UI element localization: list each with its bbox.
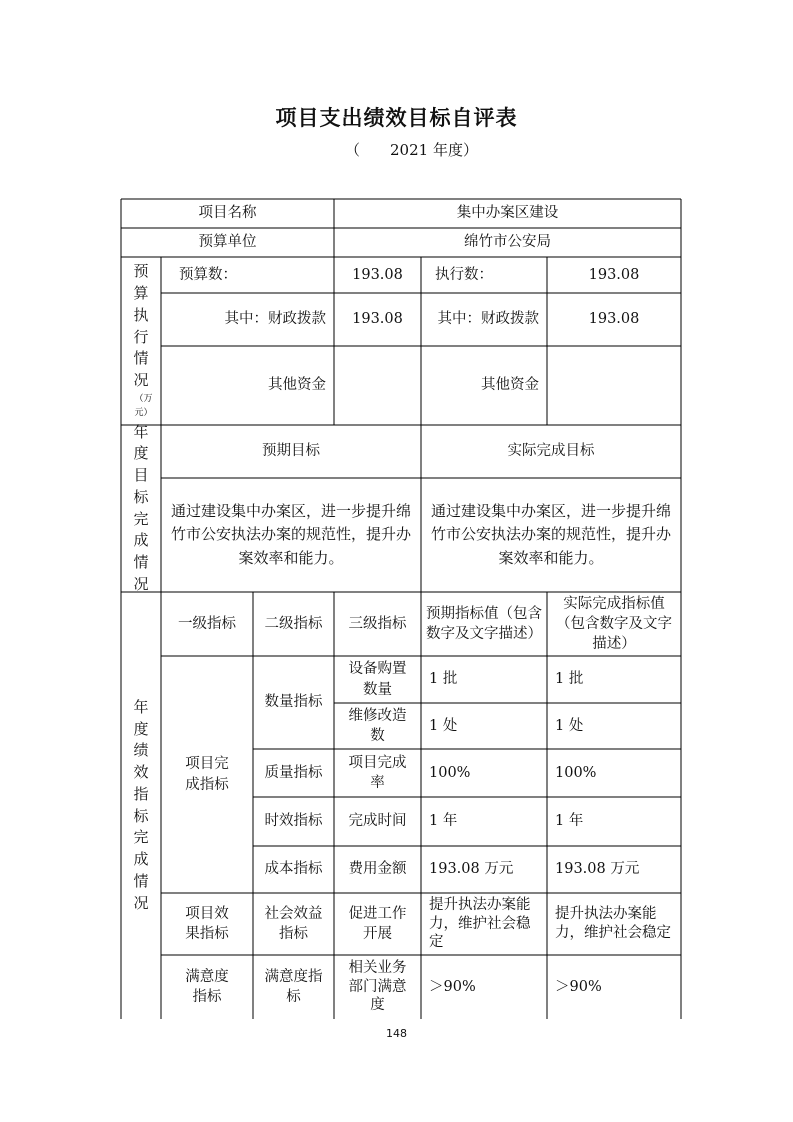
execution-amount-value: 193.08	[588, 266, 640, 283]
annual-goals-section-label	[121, 422, 161, 593]
level2-satisfaction: 满意度指标	[264, 968, 323, 1005]
expected-goal-header: 预期目标	[262, 443, 320, 460]
indicators-section-label	[121, 592, 161, 1019]
expected-completion-time: 1 年	[429, 813, 458, 830]
actual-department-satisfaction: ＞90%	[555, 978, 602, 995]
header-level3: 三级指标	[348, 615, 407, 632]
expected-equipment-purchase: 1 批	[429, 671, 458, 688]
expected-goal-text: 通过建设集中办案区，进一步提升绵竹市公安执法办案的规范性，提升办案效率和能力。	[170, 502, 411, 567]
level3-promote-work: 促进工作开展	[348, 905, 407, 942]
fiscal-allocation-value: 193.08	[352, 311, 403, 328]
actual-renovation-count: 1 处	[555, 717, 584, 734]
year-open-paren: （	[345, 141, 361, 159]
actual-goal-text: 通过建设集中办案区，进一步提升绵竹市公安执法办案的规范性，提升办案效率和能力。	[430, 502, 671, 567]
actual-goal-header: 实际完成目标	[507, 443, 595, 460]
budget-section-label	[121, 257, 161, 425]
budget-amount-label: 预算数：	[179, 266, 237, 283]
level2-quantity: 数量指标	[264, 694, 323, 711]
level3-completion-time: 完成时间	[348, 813, 407, 830]
expected-department-satisfaction: ＞90%	[429, 978, 476, 995]
actual-completion-rate: 100%	[555, 764, 597, 781]
level3-equipment-purchase: 设备购置数量	[348, 661, 407, 698]
level1-project-completion: 项目完成指标	[185, 756, 229, 793]
budget-section-title: 预算执行情况	[133, 262, 149, 390]
expected-renovation-count: 1 处	[429, 717, 458, 734]
actual-cost-amount: 193.08 万元	[555, 861, 640, 878]
budget-unit-label: 预算单位	[198, 234, 257, 251]
year-text: 2021 年度）	[390, 141, 478, 159]
execution-amount-label: 执行数：	[435, 266, 493, 283]
annual-goals-section-title: 年度目标完成情况	[133, 422, 149, 593]
expected-cost-amount: 193.08 万元	[429, 861, 514, 878]
header-actual-value: 实际完成指标值（包含数字及文字描述）	[556, 595, 672, 653]
budget-section-unit: （万元）	[134, 393, 153, 419]
header-level1: 一级指标	[178, 615, 236, 632]
level3-completion-rate: 项目完成率	[348, 754, 407, 791]
level2-timeliness: 时效指标	[264, 813, 323, 830]
level2-social-benefit: 社会效益指标	[264, 905, 323, 942]
level2-quality: 质量指标	[264, 764, 323, 781]
other-funds-label: 其他资金	[268, 377, 326, 394]
header-level2: 二级指标	[264, 615, 323, 632]
actual-promote-work: 提升执法办案能力，维护社会稳定	[555, 906, 671, 941]
project-name-value: 集中办案区建设	[456, 205, 559, 222]
actual-equipment-purchase: 1 批	[555, 671, 584, 688]
header-expected-value: 预期指标值（包含数字及文字描述）	[426, 605, 542, 642]
actual-completion-time: 1 年	[555, 813, 584, 830]
level3-cost-amount: 费用金额	[348, 861, 407, 878]
level2-cost: 成本指标	[264, 861, 323, 878]
level3-department-satisfaction: 相关业务部门满意度	[348, 959, 407, 1014]
level1-satisfaction: 满意度指标	[185, 968, 229, 1005]
expected-promote-work: 提升执法办案能力，维护社会稳定	[429, 896, 531, 951]
fiscal-allocation-label: 其中：财政拨款	[224, 311, 326, 328]
fiscal-execution-value: 193.08	[588, 311, 640, 328]
level3-renovation-count: 维修改造数	[348, 707, 407, 744]
page-number: 148	[386, 1027, 407, 1040]
fiscal-execution-label: 其中：财政拨款	[437, 311, 539, 328]
budget-unit-value: 绵竹市公安局	[464, 234, 551, 251]
other-funds-exec-label: 其他资金	[481, 377, 539, 394]
indicators-section-title: 年度绩效指标完成情况	[133, 697, 149, 912]
expected-completion-rate: 100%	[429, 764, 471, 781]
level1-project-effect: 项目效果指标	[185, 905, 229, 942]
budget-amount-value: 193.08	[352, 266, 403, 283]
page-title: 项目支出绩效目标自评表	[275, 106, 518, 130]
project-name-label: 项目名称	[198, 205, 257, 222]
